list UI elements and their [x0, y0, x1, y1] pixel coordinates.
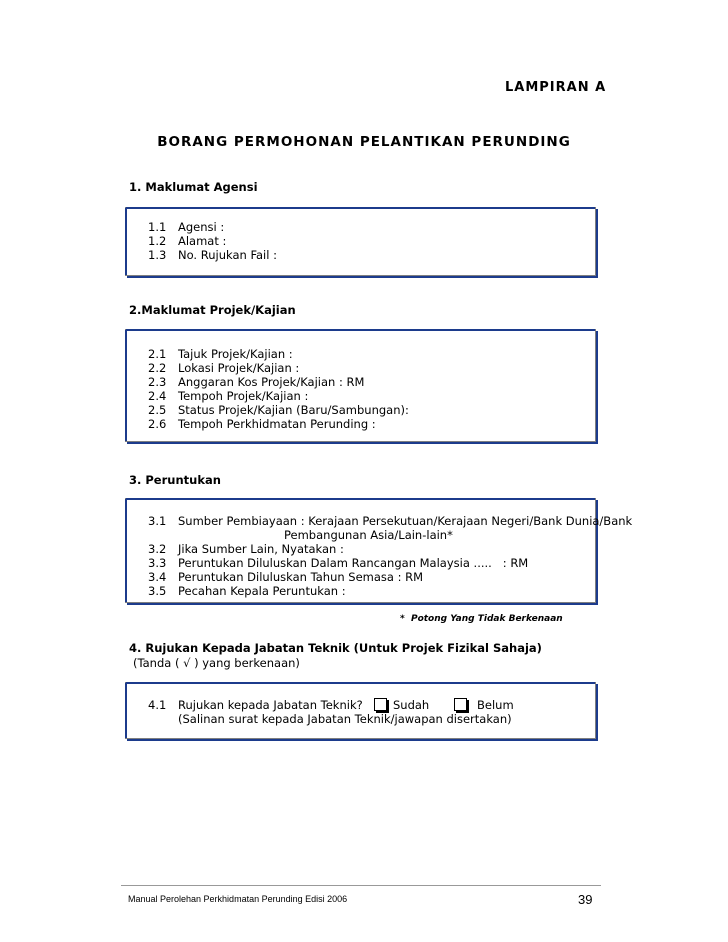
item-label: No. Rujukan Fail :: [178, 248, 277, 262]
item-number: 1.2: [148, 234, 167, 248]
section-4-box: [125, 682, 596, 739]
item-label: Tajuk Projek/Kajian :: [178, 347, 293, 361]
item-3-2: [148, 542, 344, 556]
item-number: 3.4: [148, 570, 167, 584]
item-label: Lokasi Projek/Kajian :: [178, 361, 300, 375]
form-title: BORANG PERMOHONAN PELANTIKAN PERUNDING: [157, 134, 571, 150]
item-label: Pecahan Kepala Peruntukan :: [178, 584, 346, 598]
item-number: 2.2: [148, 361, 167, 375]
strike-out-note: * Potong Yang Tidak Berkenaan: [400, 614, 563, 624]
item-label: Status Projek/Kajian (Baru/Sambungan):: [178, 403, 409, 417]
footer-divider: [121, 885, 601, 886]
item-4-1: [148, 698, 514, 712]
option-belum-label: Belum: [477, 698, 514, 712]
checkbox-belum[interactable]: [454, 698, 467, 711]
item-label: Sumber Pembiayaan : Kerajaan Persekutuan/Kerajaan Negeri/Bank Dunia/Bank: [178, 514, 633, 528]
item-number: 3.3: [148, 556, 167, 570]
item-number: 2.5: [148, 403, 167, 417]
item-4-1-continuation: [148, 712, 512, 726]
section-2-box: [125, 329, 596, 442]
item-number: 1.1: [148, 220, 167, 234]
item-number: 3.1: [148, 514, 167, 528]
item-label: Alamat :: [178, 234, 227, 248]
item-label: Tempoh Projek/Kajian :: [178, 389, 309, 403]
item-label: Peruntukan Diluluskan Dalam Rancangan Malaysia ..... : RM: [178, 556, 529, 570]
option-belum[interactable]: [454, 698, 514, 712]
page-number: 39: [578, 892, 593, 907]
item-3-5: [148, 584, 346, 598]
item-1-3: [148, 248, 277, 262]
item-2-4: [148, 389, 308, 403]
section-4-instruction: (Tanda ( √ ) yang berkenaan): [133, 656, 300, 670]
option-sudah[interactable]: [374, 698, 429, 712]
checkbox-sudah[interactable]: [374, 698, 387, 711]
section-3-heading: 3. Peruntukan: [129, 473, 221, 487]
item-label-continuation: (Salinan surat kepada Jabatan Teknik/jawapan disertakan): [178, 712, 512, 726]
item-2-1: [148, 347, 293, 361]
section-4-heading: 4. Rujukan Kepada Jabatan Teknik (Untuk Projek Fizikal Sahaja): [129, 641, 542, 655]
item-label-continuation: Pembangunan Asia/Lain-lain*: [284, 528, 453, 542]
item-number: 3.5: [148, 584, 167, 598]
item-3-3: [148, 556, 528, 570]
item-label: Anggaran Kos Projek/Kajian : RM: [178, 375, 365, 389]
section-1-box: [125, 207, 596, 276]
item-3-1: [148, 514, 632, 542]
footer-manual-title: Manual Perolehan Perkhidmatan Perunding Edisi 2006: [128, 894, 348, 904]
item-number: 2.4: [148, 389, 167, 403]
section-2-heading: 2.Maklumat Projek/Kajian: [129, 303, 296, 317]
item-number: 3.2: [148, 542, 167, 556]
item-label: Agensi :: [178, 220, 225, 234]
item-2-3: [148, 375, 364, 389]
appendix-label: LAMPIRAN A: [505, 80, 607, 95]
item-1-1: [148, 220, 224, 234]
item-label: Peruntukan Diluluskan Tahun Semasa : RM: [178, 570, 424, 584]
item-number: 2.6: [148, 417, 167, 431]
section-3-box: [125, 498, 633, 603]
item-label: Tempoh Perkhidmatan Perunding :: [178, 417, 376, 431]
option-sudah-label: Sudah: [393, 698, 430, 712]
item-number: 1.3: [148, 248, 167, 262]
item-number: 2.3: [148, 375, 167, 389]
item-label: Jika Sumber Lain, Nyatakan :: [178, 542, 344, 556]
section-1-heading: 1. Maklumat Agensi: [129, 180, 258, 194]
item-label: Rujukan kepada Jabatan Teknik?: [178, 698, 363, 712]
item-number: 2.1: [148, 347, 167, 361]
item-1-2: [148, 234, 226, 248]
item-2-2: [148, 361, 299, 375]
item-2-5: [148, 403, 409, 417]
item-2-6: [148, 417, 376, 431]
item-3-4: [148, 570, 423, 584]
item-number: 4.1: [148, 698, 167, 712]
